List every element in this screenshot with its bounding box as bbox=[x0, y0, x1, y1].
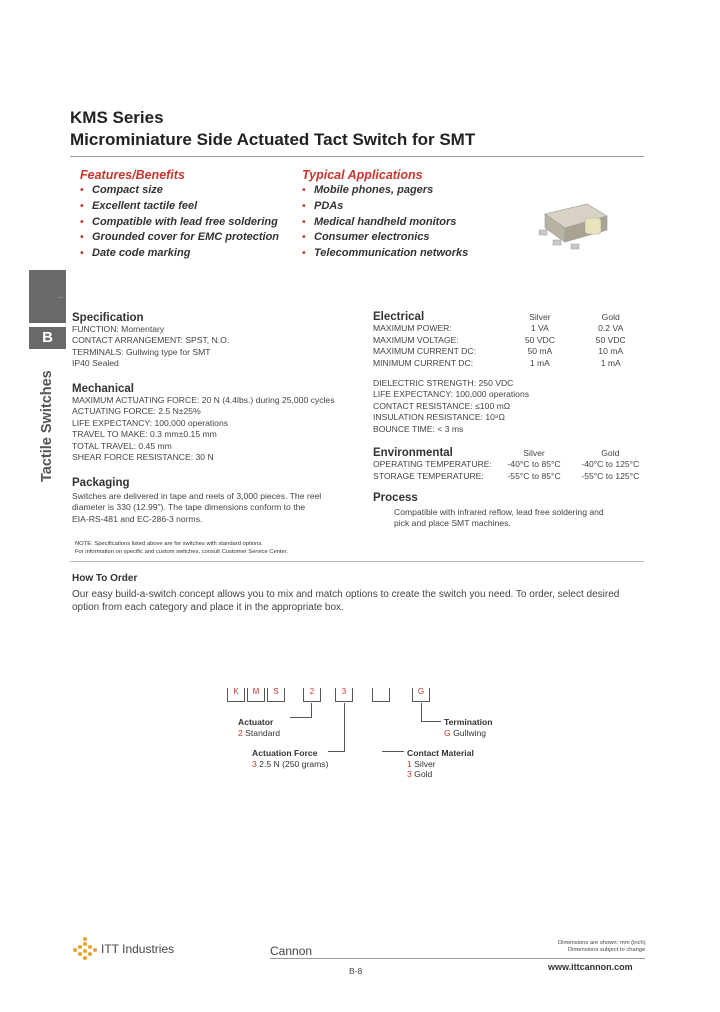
side-tab-block: .. bbox=[29, 270, 66, 323]
features-heading: Features/Benefits bbox=[80, 168, 185, 182]
force-option bbox=[252, 748, 328, 769]
connector-line bbox=[382, 751, 404, 752]
actuator-text: Standard bbox=[245, 727, 281, 738]
order-box-termination[interactable]: G bbox=[412, 688, 430, 702]
row-gold: 10 mA bbox=[598, 346, 624, 357]
row-gold: 0.2 VA bbox=[598, 323, 624, 334]
mech-line: ACTUATING FORCE: 2.5 N±25% bbox=[72, 406, 201, 417]
product-image bbox=[535, 196, 615, 256]
applications-list bbox=[302, 183, 468, 262]
website-link[interactable]: www.ittcannon.com bbox=[548, 962, 633, 972]
table-row bbox=[373, 358, 648, 369]
mech-line: TRAVEL TO MAKE: 0.3 mm±0.15 mm bbox=[72, 429, 217, 440]
elec-line: DIELECTRIC STRENGTH: 250 VDC bbox=[373, 378, 514, 389]
row-label: MAXIMUM CURRENT DC: bbox=[373, 346, 476, 357]
packaging-section bbox=[72, 477, 362, 525]
order-heading: How To Order bbox=[72, 573, 138, 584]
header-rule bbox=[70, 156, 644, 157]
list-item: • Telecommunication networks bbox=[302, 246, 468, 262]
row-silver: 1 VA bbox=[530, 323, 549, 334]
mech-line: LIFE EXPECTANCY: 100,000 operations bbox=[72, 417, 229, 428]
company-name: ITT Industries bbox=[101, 942, 175, 956]
order-box-actuator[interactable]: 2 bbox=[303, 688, 321, 702]
list-item: • PDAs bbox=[302, 199, 468, 215]
order-line: option from each category and place it in the appropriate box. bbox=[72, 601, 344, 613]
connector-line bbox=[290, 717, 312, 718]
elec-line: INSULATION RESISTANCE: 10⁸Ω bbox=[373, 412, 505, 423]
table-row bbox=[373, 335, 648, 346]
spec-note bbox=[75, 540, 288, 556]
series-title: KMS Series bbox=[70, 108, 164, 127]
mechanical-section bbox=[72, 383, 367, 463]
row-label: OPERATING TEMPERATURE: bbox=[373, 459, 492, 470]
order-box-force[interactable]: 3 bbox=[335, 688, 353, 702]
contact-text-1: Silver bbox=[414, 758, 436, 769]
elec-line: BOUNCE TIME: < 3 ms bbox=[373, 423, 464, 434]
spec-line: FUNCTION: Momentary bbox=[72, 324, 165, 334]
order-box-m: M bbox=[247, 688, 265, 702]
note-line: For information on specific and custom switches, consult Customer Service Center. bbox=[75, 549, 288, 555]
contact-option bbox=[407, 748, 474, 780]
mechanical-heading: Mechanical bbox=[72, 383, 134, 395]
col-silver: Silver bbox=[523, 448, 545, 458]
list-item: • Grounded cover for EMC protection bbox=[80, 230, 279, 246]
section-rule bbox=[70, 561, 644, 562]
contact-code-3: 3 bbox=[407, 769, 412, 779]
side-tab-letter: B bbox=[29, 327, 66, 349]
termination-code: G bbox=[444, 727, 451, 738]
mech-line: SHEAR FORCE RESISTANCE: 30 N bbox=[72, 452, 214, 463]
actuator-label: Actuator bbox=[238, 717, 274, 727]
spec-line: IP40 Sealed bbox=[72, 358, 119, 369]
row-label: MINIMUM CURRENT DC: bbox=[373, 357, 474, 368]
spec-line: TERMINALS: Gullwing type for SMT bbox=[72, 346, 211, 357]
mech-line: TOTAL TRAVEL: 0.45 mm bbox=[72, 440, 172, 451]
pack-line: Switches are delivered in tape and reels of 3,000 pieces. The reel bbox=[72, 491, 322, 501]
list-item: • Consumer electronics bbox=[302, 230, 468, 246]
electrical-section bbox=[373, 312, 648, 435]
features-section bbox=[80, 168, 279, 262]
termination-label: Termination bbox=[444, 717, 493, 727]
col-silver: Silver bbox=[529, 312, 551, 322]
force-code: 3 bbox=[252, 758, 257, 769]
applications-heading: Typical Applications bbox=[302, 168, 423, 182]
electrical-heading: Electrical bbox=[373, 311, 425, 323]
order-box-s: S bbox=[267, 688, 285, 702]
row-gold: -40°C to 125°C bbox=[581, 459, 640, 470]
termination-option bbox=[444, 717, 493, 738]
row-silver: -40°C to 85°C bbox=[507, 459, 561, 470]
row-silver: 1 mA bbox=[529, 357, 550, 368]
table-row bbox=[373, 459, 648, 470]
row-gold: 1 mA bbox=[600, 357, 621, 368]
table-row bbox=[373, 471, 648, 482]
process-line: pick and place SMT machines. bbox=[394, 518, 511, 529]
force-label: Actuation Force bbox=[252, 748, 318, 758]
contact-code-1: 1 bbox=[407, 758, 412, 769]
elec-line: LIFE EXPECTANCY: 100,000 operations bbox=[373, 389, 530, 400]
process-heading: Process bbox=[373, 492, 418, 504]
order-box-k: K bbox=[227, 688, 245, 702]
features-list bbox=[80, 183, 279, 262]
table-row bbox=[373, 346, 648, 357]
order-section bbox=[72, 573, 652, 614]
list-item: • Compact size bbox=[80, 183, 279, 199]
col-gold: Gold bbox=[601, 448, 620, 458]
row-gold: 50 VDC bbox=[595, 334, 626, 345]
applications-section bbox=[302, 168, 468, 262]
table-row bbox=[373, 323, 648, 334]
dims-line: Dimensions subject to change bbox=[568, 947, 646, 953]
itt-logo-icon bbox=[72, 936, 98, 962]
row-silver: 50 mA bbox=[527, 346, 553, 357]
specification-section bbox=[72, 312, 362, 370]
connector-line bbox=[328, 751, 345, 752]
row-label: STORAGE TEMPERATURE: bbox=[373, 470, 484, 481]
brand-name: Cannon bbox=[270, 944, 313, 958]
connector-line bbox=[311, 703, 312, 717]
page-title: Microminiature Side Actuated Tact Switch for SMT bbox=[70, 130, 476, 149]
mech-line: MAXIMUM ACTUATING FORCE: 20 N (4.4lbs.) during 25,000 cycles bbox=[72, 395, 335, 405]
dims-line: Dimensions are shown: mm (inch) bbox=[558, 940, 646, 946]
side-tab-label: Tactile Switches bbox=[39, 370, 55, 482]
termination-text: Gullwing bbox=[453, 727, 487, 738]
dimension-note bbox=[558, 940, 646, 954]
pack-line: diameter is 330 (12.99"). The tape dimensions conform to the bbox=[72, 502, 306, 513]
specification-heading: Specification bbox=[72, 312, 144, 324]
pack-line: EIA-RS-481 and EC-286-3 norms. bbox=[72, 513, 203, 524]
elec-line: CONTACT RESISTANCE: ≤100 mΩ bbox=[373, 400, 511, 411]
list-item: • Medical handheld monitors bbox=[302, 215, 468, 231]
connector-line bbox=[421, 721, 441, 722]
row-silver: -55°C to 85°C bbox=[507, 470, 561, 481]
contact-text-3: Gold bbox=[414, 769, 433, 779]
order-box-contact[interactable] bbox=[372, 688, 390, 702]
col-gold: Gold bbox=[601, 312, 620, 322]
connector-line bbox=[344, 703, 345, 751]
packaging-heading: Packaging bbox=[72, 477, 130, 489]
note-line: NOTE: Specifications listed above are for switches with standard options. bbox=[75, 541, 263, 547]
row-label: MAXIMUM POWER: bbox=[373, 323, 452, 334]
list-item: • Date code marking bbox=[80, 246, 279, 262]
row-silver: 50 VDC bbox=[524, 334, 555, 345]
footer-rule bbox=[270, 958, 645, 959]
process-section bbox=[373, 492, 648, 530]
spec-line: CONTACT ARRANGEMENT: SPST, N.O. bbox=[72, 335, 230, 346]
actuator-option bbox=[238, 717, 280, 738]
environmental-section bbox=[373, 448, 648, 482]
list-item: • Excellent tactile feel bbox=[80, 199, 279, 215]
order-line: Our easy build-a-switch concept allows you to mix and match options to create the switch you need. To order, select desired bbox=[72, 589, 620, 600]
footer-logo bbox=[72, 936, 174, 962]
force-text: 2.5 N (250 grams) bbox=[259, 758, 329, 769]
list-item: • Compatible with lead free soldering bbox=[80, 215, 279, 231]
row-gold: -55°C to 125°C bbox=[581, 470, 640, 481]
actuator-code: 2 bbox=[238, 727, 243, 738]
environmental-heading: Environmental bbox=[373, 447, 453, 459]
contact-label: Contact Material bbox=[407, 748, 474, 758]
connector-line bbox=[421, 703, 422, 721]
list-item: • Mobile phones, pagers bbox=[302, 183, 468, 199]
row-label: MAXIMUM VOLTAGE: bbox=[373, 334, 459, 345]
process-line: Compatible with infrared reflow, lead free soldering and bbox=[394, 507, 604, 517]
page-number: B-8 bbox=[349, 966, 363, 976]
